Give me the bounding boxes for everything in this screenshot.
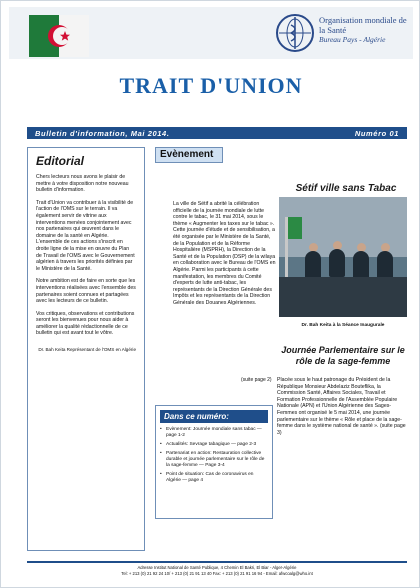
editorial-heading: Editorial — [36, 154, 85, 168]
bulletin-bar — [27, 127, 407, 139]
editorial-paragraph: Vos critiques, observations et contributions seront les bienvenues pour nous aider à améliorer la qualité rédactionnelle de ce bulletin qui est avant tout le vôtre. — [36, 310, 135, 337]
sommaire-item[interactable]: • Evènement: Journée mondiale sans tabac — page 1-2 — [160, 427, 268, 439]
parlementaire-title: Journée Parlementaire sur le rôle de la sage-femme — [281, 345, 405, 366]
editorial-signature: Dr. Bah Keita Représentant de l'OMS en Algérie — [38, 347, 136, 353]
footer-address: Adresse Institut National de Santé Publique, 4 Chemin El Bakri, El Biar - Alger-Algérie — [137, 565, 297, 570]
setif-title: Sétif ville sans Tabac — [295, 183, 397, 194]
evenement-text: La ville de Sétif a abrité la célébration officielle de la journée mondiale de lutte contre le tabac, le 31 mai 2014, sous le thème « Augmenter les taxes sur le tabac ». Cette journée d'étude et de sensibilisation, a été organisée par le Ministère de la Santé, de la Population et de la Réforme Hospitalière (MSPRH), la Direction de la Santé et de la Population (DSP) de la wilaya en collaboration avec le Bureau de l'OMS en Algérie. Parmi les participants à cette manifestation, les membres du Comité d'experts de lutte anti-tabac, les représentants de la Direction Générale des Impôts et les représentants de la Direction Générale des Douanes Algériennes. — [173, 201, 276, 306]
editorial-paragraph: Chers lecteurs nous avons le plaisir de mettre à votre disposition notre nouveau bulletin d'information. — [36, 174, 129, 194]
sommaire-item[interactable]: • Actualités: Sevrage tabagique — page 2-3 — [160, 442, 268, 448]
evenement-tab: Evènement — [155, 147, 223, 163]
who-logo-block — [275, 11, 407, 57]
sommaire-box — [155, 405, 273, 519]
who-name: Organisation mondiale de la Santé — [319, 15, 407, 35]
event-photo — [279, 197, 407, 317]
bulletin-label: Bulletin d'information, Mai 2014. — [35, 128, 170, 138]
evenement-more-link[interactable]: (suite page 2) — [241, 377, 272, 383]
who-office: Bureau Pays - Algérie — [319, 35, 386, 44]
photo-caption: Dr. Bah Keita à la Séance Inaugurale — [301, 323, 385, 328]
algeria-flag — [29, 15, 89, 57]
sommaire-heading: Dans ce numéro: — [160, 410, 268, 423]
sommaire-item[interactable]: • Point de situation: Cas de coronavirus en Algérie — page 4 — [160, 472, 268, 484]
footer-contact: Tel: + 213 (0) 21 92 24 10/ + 213 (0) 21 91 13 40 Fax: + 213 (0) 21 91 16 94 - Email: afwcoalg@who.int — [121, 571, 313, 576]
who-emblem-icon — [275, 13, 315, 53]
editorial-paragraph: Notre ambition est de faire en sorte que les interventions réalisées avec l'ensemble des partenaires soient connues et partagées avec les lecteurs de ce bulletin. — [36, 278, 136, 305]
sommaire-item[interactable]: • Partenariat en action: Restauration collective durable et journée parlementaire sur le rôle de la sage-femme — Page 3-4 — [160, 451, 268, 469]
crescent-star-icon — [43, 21, 75, 51]
editorial-column — [27, 147, 145, 551]
issue-number: Numéro 01 — [354, 128, 399, 138]
footer — [27, 561, 407, 579]
parlementaire-text: Placée sous le haut patronage du Président de la République Monsieur Abdelaziz Bouteflika, la Commission Santé, Affaires Sociales, Travail et Formation Professionnelle de l'Assemblée Populaire Nationale (APN) et l'Union Algérienne des Sages-Femmes ont organisé le 5 mai 2014, une journée parlementaire sur le thème « Rôle et place de la sage-femme dans le système national de santé ». (suite page 3) — [277, 377, 406, 436]
editorial-paragraph: Trait d'Union va contribuer à la visibilité de l'action de l'OMS sur le terrain. Il va également servir de vitrine aux interventions menées conjointement avec nos partenaires qui œuvrent dans le domaine de la santé en Algérie. L'ensemble de ces actions s'inscrit en droite ligne de la mise en œuvre du Plan de Travail de l'OMS avec le Gouvernement algérien à travers les priorités définies par le Ministère de la Santé. — [36, 199, 135, 272]
masthead — [9, 7, 413, 59]
newsletter-title: TRAIT D'UNION — [119, 73, 303, 98]
